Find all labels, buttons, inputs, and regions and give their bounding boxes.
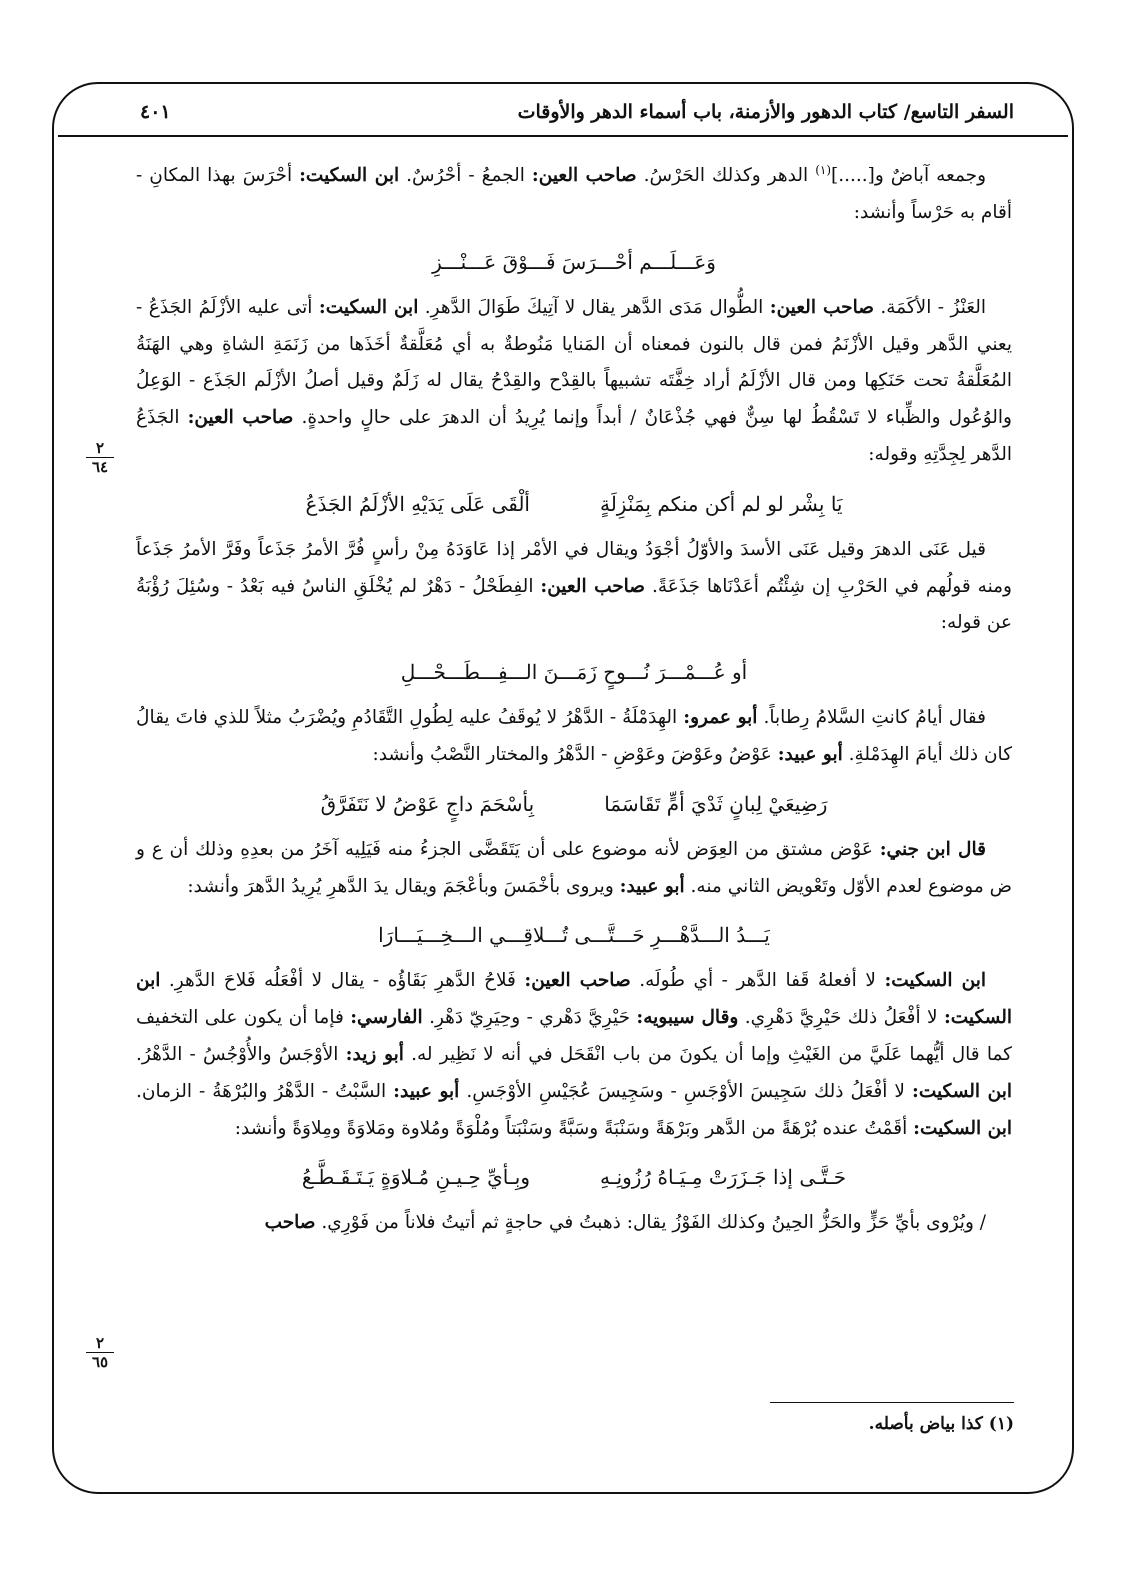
speaker: صاحب العين: — [540, 575, 646, 597]
margin-folio-note: ٢ ٦٤ — [78, 440, 122, 475]
speaker: الفارسي: — [350, 1007, 423, 1029]
speaker: أبو عبيد: — [393, 1080, 460, 1102]
verse-hemistich: وبِـأيِّ حِـيـنِ مُـلاوَةٍ يَـتَـقَـطَّـعُ — [301, 1165, 530, 1190]
speaker: صاحب العين: — [769, 296, 874, 318]
paragraph-1: وجمعه آباضٌ و[.....]$^{(١)}$ الدهر وكذلك الحَرْسُ. صاحب العين: الجمعُ - أحْرُسٌ. ابن السكيت: أحْرَسَ بهذا المكانِ - أقام به حَرْساً وأنشد: — [136, 163, 1012, 223]
speaker: صاحب العين: — [524, 970, 631, 992]
verse-hemistich: ألْقَى عَلَى يَدَيْهِ الأزْلَمُ الجَذَعُ — [305, 491, 530, 516]
speaker: قال ابن جني: — [879, 838, 986, 860]
paragraph-2: العَنْزُ - الأكَمَة. صاحب العين: الطُّوال مَدَى الدَّهر يقال لا آتِيكَ طَوَالَ الدَّهرِ. ابن السكيت: أتى عليه الأزْلَمُ الجَذَعُ - يعني الدَّهر وقيل الأزْنَمُ فمن قال بالنون فمعناه أن المَنايا مَنُوطةٌ به أي مُعَلَّقةٌ أخَذَها من زَنَمَةِ الشاةِ وهي الهَنَةُ المُعَلَّقةُ تحت حَنَكِها ومن قال الأزْلَمُ أراد خِفَّتَه تشبيهاً بالقِدْح والقِدْحُ يقال له زَلَمٌ وقيل أصلُ الأزْلَم الجَذَع - الوَعِلُ والوُعُول والظِّباء لا تَسْقُطُ لها سِنٌّ فهي جُذْعَانٌ / أبداً وإنما يُرِيدُ أن الدهرَ على حالٍ واحدةٍ. صاحب العين: الجَذَعُ الدَّهر لِجِدَّتِهِ وقوله: — [136, 296, 1012, 465]
running-header — [140, 92, 1014, 132]
speaker: صاحب العين: — [187, 407, 294, 429]
verse-2 — [136, 474, 1012, 532]
speaker: ابن السكيت: — [913, 1117, 1012, 1139]
verse-hemistich: يَا بِشْر لو لم أكن منكم بِمَنْزِلَةٍ — [599, 491, 843, 516]
verse-3: أو عُـــمْـــرَ نُـــوحٍ زَمَـــنَ الـــفِـــطَـــحْـــلِ — [400, 660, 748, 685]
paragraph-3: قيل عَنَى الدهرَ وقيل عَنَى الأسدَ والأوّلُ أجْوَدُ ويقال في الأمْر إذا عَاوَدَهُ مِنْ رأسٍ فُرَّ الأمرُ جَذَعاً وفَرَّ الأمرُ جَذَعاً ومنه قولُهم في الحَرْبِ إن شِئْتُم أعَدْنَاها جَذَعَةً. صاحب العين: الفِطَحْلُ - دَهْرٌ لم يُخْلَقِ الناسُ فيه بَعْدُ - وسُئِلَ رُؤْبَةُ عن قوله: — [136, 538, 1012, 634]
speaker: أبو عبيد: — [619, 875, 685, 897]
speaker: ابن السكيت: — [299, 165, 400, 187]
speaker: ابن السكيت: — [911, 1080, 1012, 1102]
speaker: أبو عبيد: — [777, 743, 843, 765]
verse-hemistich: بِأسْحَمَ داجٍ عَوْضُ لا نَتَفَرَّقُ — [320, 791, 535, 816]
header-title: السفر التاسع/ كتاب الدهور والأزمنة، باب أسماء الدهر والأوقات — [517, 101, 1014, 123]
margin-folio-note: ٢ ٦٥ — [78, 1335, 122, 1370]
verse-1: وَعَـــلَـــم أحْـــرَسَ فَـــوْقَ عَـــنْـــزِ — [432, 249, 716, 274]
speaker: أبو عمرو: — [683, 707, 758, 729]
speaker: وقال سيبويه: — [636, 1007, 739, 1029]
verse-5: يَـــدُ الـــدَّهْـــرِ حَـــتَّـــى تُـــلاقِـــي الـــخِـــيَـــارَا — [378, 923, 770, 948]
header-rule — [58, 135, 1068, 137]
speaker: ابن السكيت: — [318, 296, 419, 318]
verse-4 — [136, 774, 1012, 832]
speaker: ابن السكيت: — [136, 970, 1013, 1029]
main-text — [136, 152, 1012, 1242]
paragraph-6: ابن السكيت: لا أفعلهُ قَفا الدَّهر - أي طُولَه. صاحب العين: فَلاحُ الدَّهرِ بَقَاؤُه - يقال لا أفْعَلُه فَلاحَ الدَّهرِ. ابن السكيت: لا أفْعَلُ ذلك حَيْرِيَّ دَهْرِي. وقال سيبويه: حَيْرِيَّ دَهْري - وحِيَرِيّ دَهْرِ. الفارسي: فإما أن يكون على التخفيف كما قال أيُّهما عَلَيَّ من الغَيْثِ وإما أن يكونَ من باب انْقَحَل في أنه لا نَظِير له. أبو زيد: الأوْجَسُ والأُوْجُسُ - الدَّهْرُ. ابن السكيت: لا أفْعَلُ ذلك سَجِيسَ الأوْجَسِ - وسَجِيسَ عُجَيْسِ الأوْجَسِ. أبو عبيد: السَّبْتُ - الدَّهْرُ والبُرْهَةُ - الزمان. ابن السكيت: أقَمْتُ عنده بُرْهَةً من الدَّهر وبَرْهَةً وسَنْبَةً وسَبَّةً وسَنْبَتاً ومُلْوَةً ومُلاوة ومَلاوَةً ومِلاوَةً وأنشد: — [136, 970, 1013, 1139]
footnote-rule — [770, 1402, 1014, 1403]
verse-hemistich: رَضِيعَيْ لِبانٍ ثَدْيَ أمٍّ تَقَاسَمَا — [604, 791, 828, 816]
paragraph-4: فقال أيامُ كانتِ السَّلامُ رِطاباً. أبو عمرو: الهِدَمْلَةُ - الدَّهْرُ لا يُوقَفُ عليه لِطُولِ التَّقَادُمِ ويُضْرَبُ مثلاً للذي فاتَ يقالُ كان ذلك أيامَ الهِدَمْلةِ. أبو عبيد: عَوْضُ وعَوْضَ وعَوْضِ - الدَّهْرُ والمختار النَّصْبُ وأنشد: — [136, 707, 1012, 765]
paragraph-7: / ويُرْوى بأيِّ حَزٍّ والحَزُّ الحِينُ وكذلك الفَوْزُ يقال: ذهبتُ في حاجةٍ ثم أتيتُ فلاناً من فَوْرِي. صاحب — [264, 1212, 986, 1234]
speaker: أبو زيد: — [345, 1043, 404, 1065]
verse-6 — [136, 1147, 1012, 1205]
paragraph-5: قال ابن جني: عَوْض مشتق من العِوَض لأنه موضوع على أن يَتَقَضَّى الجزءُ منه فَيَلِيه آخَرُ من بعدِهِ وذلك أن ع و ض موضوع لعدم الأوّل وتَعْويض الثاني منه. أبو عبيد: ويروى بأخْمَسَ وبأعْجَمَ ويقال يدَ الدَّهرِ يُرِيدُ الدَّهرَ وأنشد: — [136, 838, 1012, 897]
speaker: ابن السكيت: — [884, 970, 986, 992]
footnote: (١) كذا بياض بأصله. — [868, 1414, 1014, 1434]
page-number: ٤٠١ — [140, 101, 171, 123]
speaker: صاحب — [264, 1212, 316, 1234]
speaker: صاحب العين: — [531, 165, 637, 187]
verse-hemistich: حَـتَّـى إذا جَـزَرَتْ مِـيَـاهُ رُزُونِـهِ — [599, 1165, 847, 1190]
footnote-ref: (١) — [815, 163, 832, 177]
